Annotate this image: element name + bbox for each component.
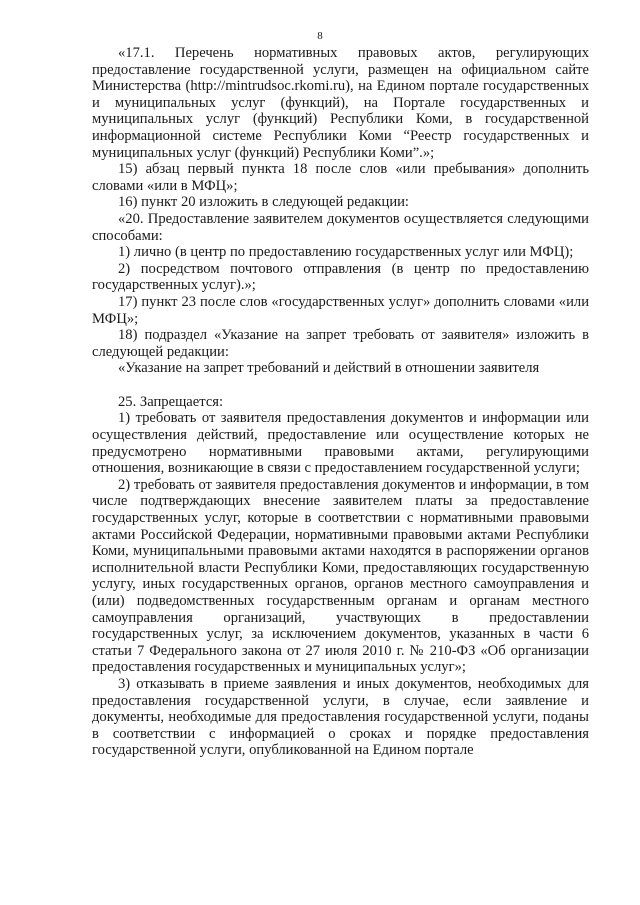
paragraph-amend-15: 15) абзац первый пункта 18 после слов «или пребывания» дополнить словами «или в МФЦ»; — [92, 161, 589, 194]
paragraph-amend-17: 17) пункт 23 после слов «государственных услуг» дополнить словами «или МФЦ»; — [92, 293, 589, 327]
paragraph-20-item-2: 2) посредством почтового отправления (в центр по предоставлению государственных услуг).»; — [92, 260, 589, 294]
document-body — [92, 45, 589, 759]
paragraph-25: 25. Запрещается: — [118, 393, 224, 410]
paragraph-17-1: «17.1. Перечень нормативных правовых актов, регулирующих предоставление государственной услуги, размещен на официальном сайте Министерства (http://mintrudsoc.rkomi.ru), на Едином портале государственных и муниципальных услуг (функций), на Портале государственных и муниципальных услуг (функций) Республики Коми, в государственной информационной системе Республики Коми “Реестр государственных и муниципальных услуг (функций) Республики Коми”.»; — [92, 45, 589, 161]
subsection-heading: «Указание на запрет требований и действий в отношении заявителя — [118, 360, 540, 377]
paragraph-amend-18: 18) подраздел «Указание на запрет требовать от заявителя» изложить в следующей редакции: — [92, 327, 589, 360]
paragraph-25-item-3: 3) отказывать в приеме заявления и иных документов, необходимых для предоставления государственной услуги, в случае, если заявление и документы, необходимые для предоставления государственной услуги, поданы в соответствии с информацией о сроках и порядке предоставления государственной услуги, опубликованной на Едином портале — [92, 675, 589, 759]
paragraph-20-item-1: 1) лично (в центр по предоставлению государственных услуг или МФЦ); — [118, 244, 574, 261]
paragraph-amend-16: 16) пункт 20 изложить в следующей редакции: — [118, 194, 409, 211]
paragraph-20: «20. Предоставление заявителем документов осуществляется следующими способами: — [92, 210, 589, 244]
paragraph-25-item-1: 1) требовать от заявителя предоставления документов и информации или осуществления действий, предоставление или осуществление которых не предусмотрено нормативными правовыми актами, регулирующими отношения, возникающие в связи с предоставлением государственной услуги; — [92, 410, 589, 477]
page-number: 8 — [317, 30, 323, 42]
paragraph-25-item-2: 2) требовать от заявителя предоставления документов и информации, в том числе подтверждающих внесение заявителем платы за предоставление государственных услуг, которые в соответствии с нормативными правовыми актами Российской Федерации, нормативными правовыми актами Республики Коми, муниципальными правовыми актами находятся в распоряжении органов исполнительной власти Республики Коми, предоставляющих государственную услугу, иных государственных органов, органов местного самоуправления и (или) подведомственных государственным органам и органам местного самоуправления организаций, участвующих в предоставлении государственных услуг, за исключением документов, указанных в части 6 статьи 7 Федерального закона от 27 июля 2010 г. № 210-ФЗ «Об организации предоставления государственных и муниципальных услуг»; — [92, 476, 589, 676]
